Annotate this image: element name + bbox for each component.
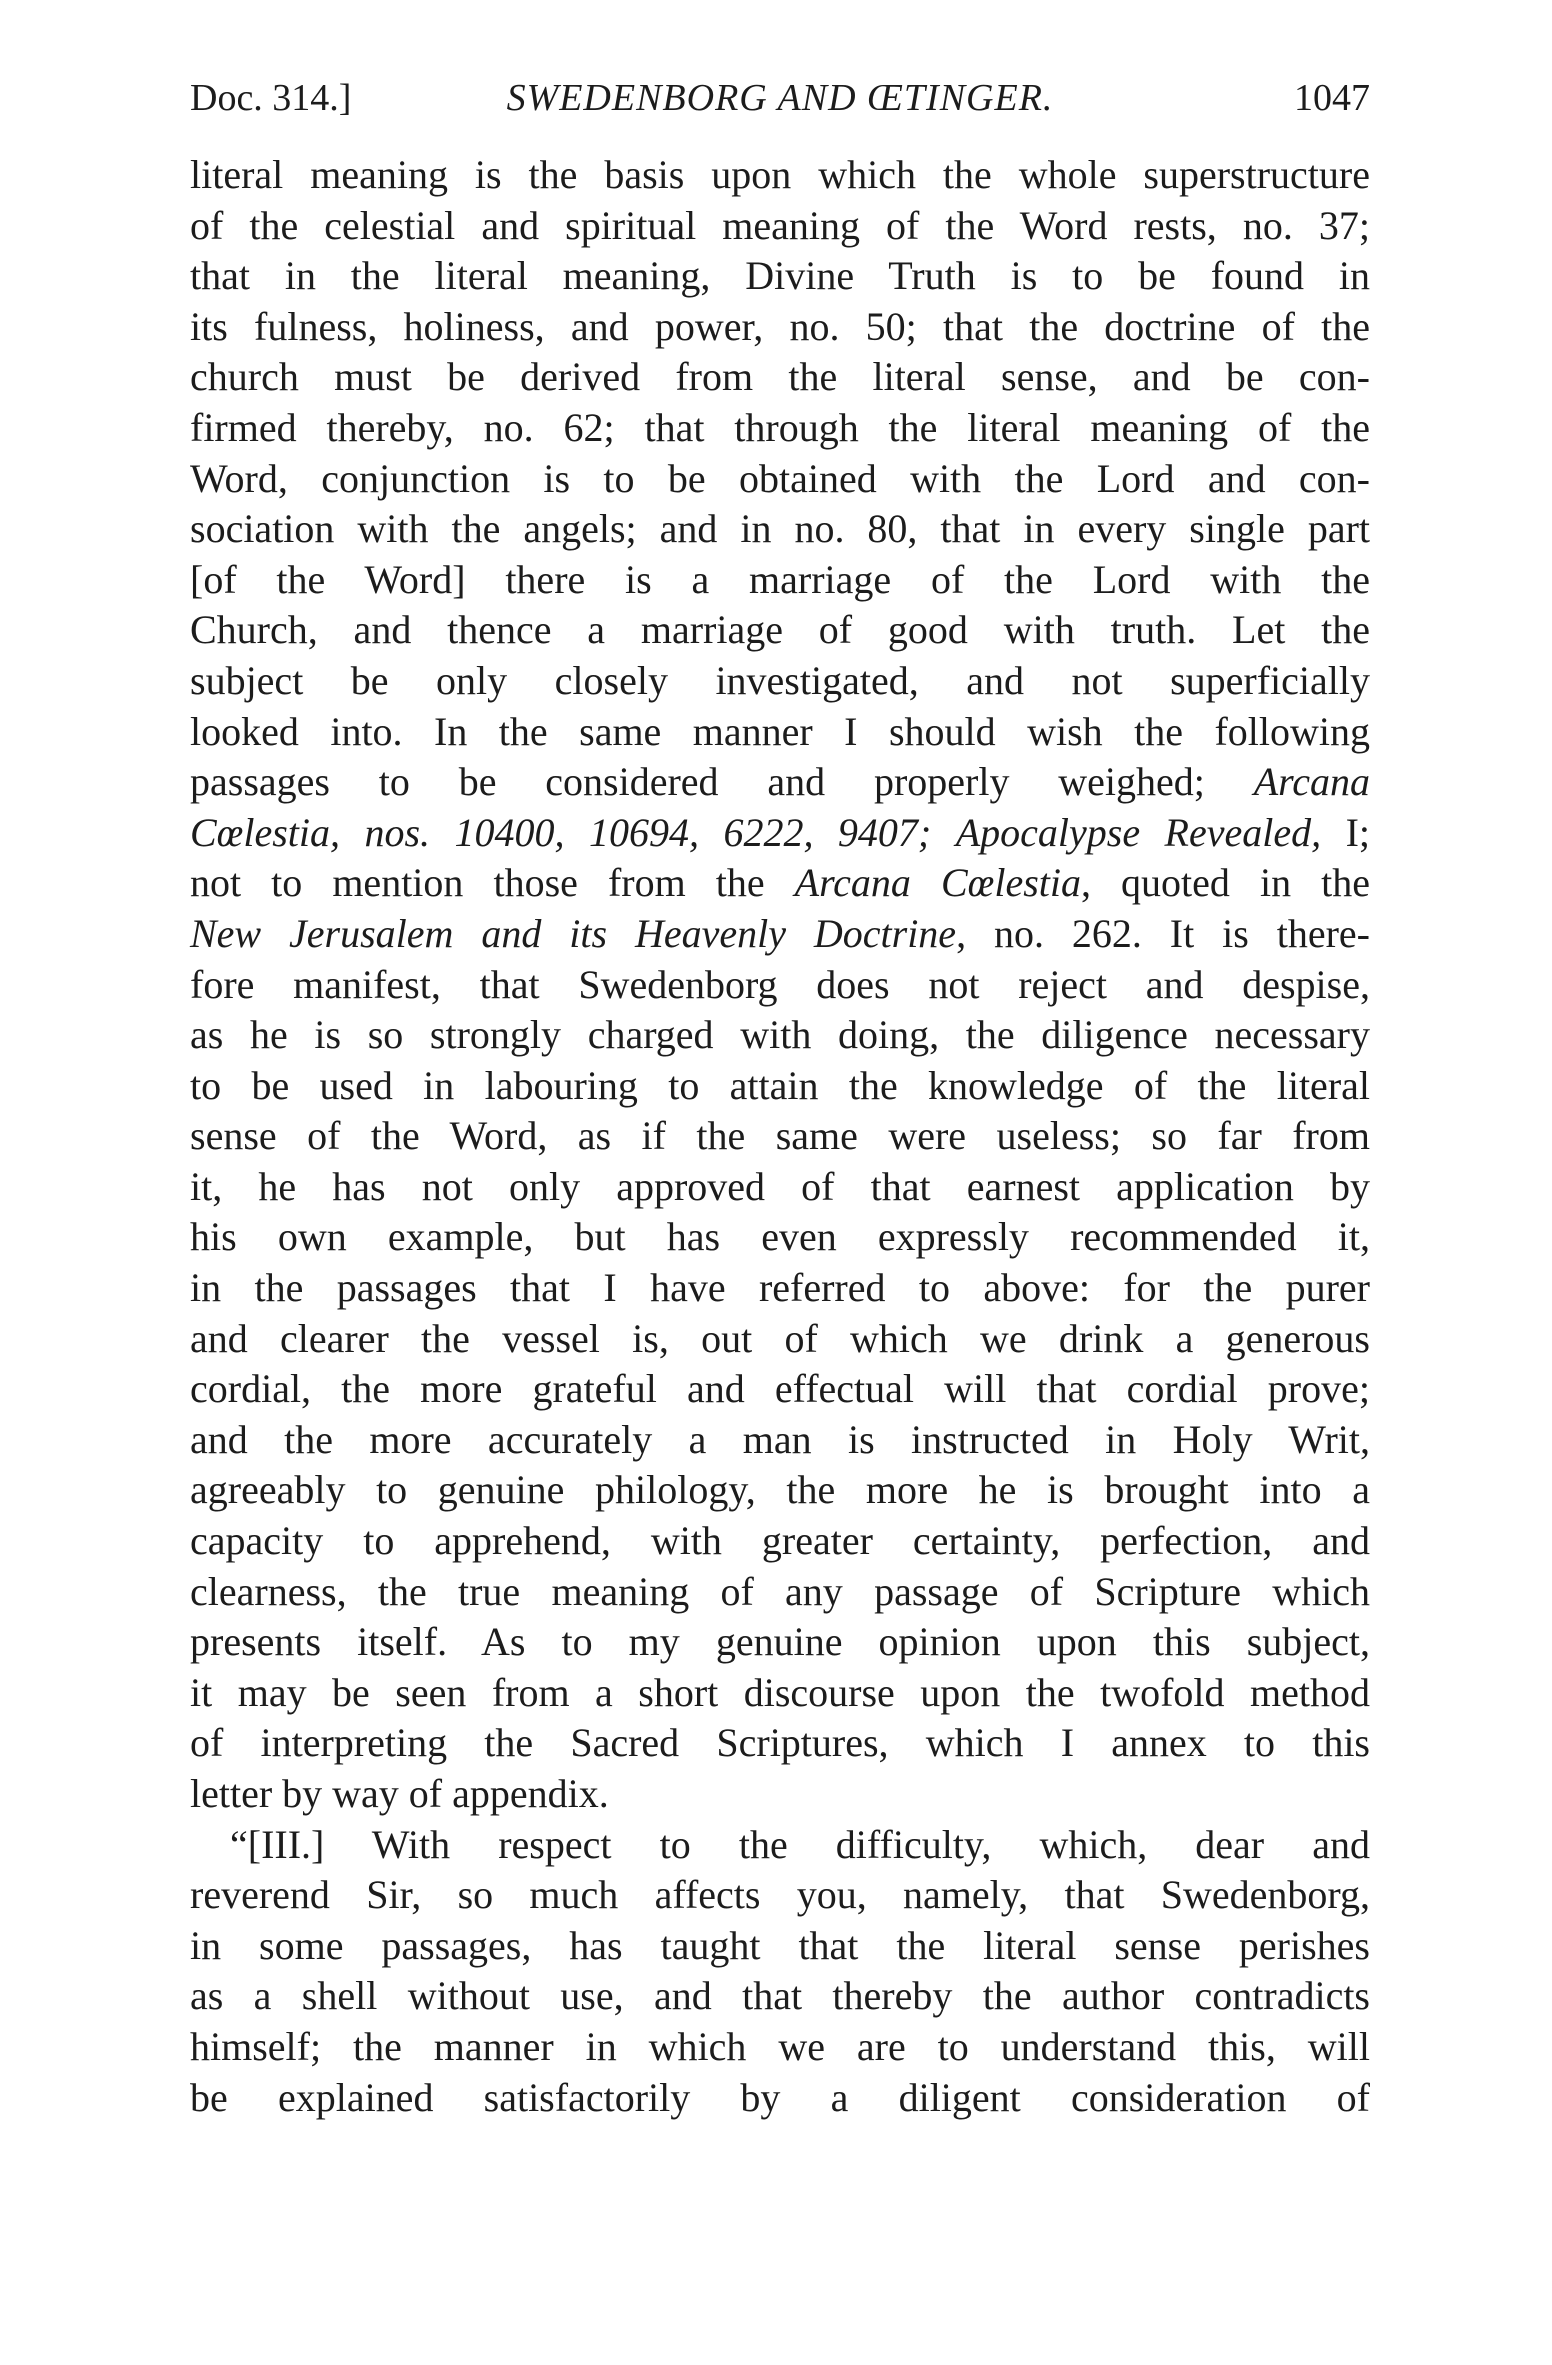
text-line: sense of the Word, as if the same were useless; so far from bbox=[190, 1113, 1370, 1159]
citation-apocalypse-number: I; bbox=[1321, 809, 1371, 855]
text-line: literal meaning is the basis upon which the whole superstructure bbox=[190, 152, 1370, 197]
text-line: it may be seen from a short discourse upon the twofold method bbox=[190, 1669, 1370, 1715]
text-line: in the passages that I have referred to above: for the purer bbox=[190, 1265, 1370, 1311]
text-line: cordial, the more grateful and effectual will that cordial prove; bbox=[190, 1366, 1370, 1412]
text-line: [of the Word] there is a marriage of the Lord with the bbox=[190, 556, 1370, 602]
text-line-with-citation bbox=[190, 757, 1370, 808]
document-number: Doc. 314.] bbox=[190, 77, 352, 119]
text-line: fore manifest, that Swedenborg does not reject and despise, bbox=[190, 961, 1370, 1007]
page-number: 1047 bbox=[1294, 77, 1370, 119]
text-line: and clearer the vessel is, out of which we drink a generous bbox=[190, 1315, 1370, 1361]
running-head bbox=[190, 68, 1370, 128]
text-line: of the celestial and spiritual meaning of the Word rests, no. 37; bbox=[190, 202, 1370, 248]
citation-coelestia: Cœlestia, nos. 10400, 10694, 6222, 9407; bbox=[190, 809, 932, 855]
text-line: his own example, but has even expressly recommended it, bbox=[190, 1214, 1370, 1260]
text-line: himself; the manner in which we are to understand this, will bbox=[190, 2023, 1370, 2069]
citation-arcana-coelestia: Arcana Cœlestia bbox=[794, 860, 1081, 906]
text-line: sociation with the angels; and in no. 80, that in every single part bbox=[190, 506, 1370, 552]
text-line: clearness, the true meaning of any passage of Scripture which bbox=[190, 1568, 1370, 1614]
text-line: its fulness, holiness, and power, no. 50; that the doctrine of the bbox=[190, 303, 1370, 349]
line-text: passages to be considered and properly weighed; bbox=[190, 759, 1205, 805]
text-line: as he is so strongly charged with doing, the diligence necessary bbox=[190, 1012, 1370, 1058]
text-line: that in the literal meaning, Divine Truth is to be found in bbox=[190, 253, 1370, 299]
body-text bbox=[190, 150, 1370, 2123]
citation-new-jerusalem: New Jerusalem and its Heavenly Doctrine bbox=[190, 910, 957, 956]
line-text: not to mention those from the bbox=[190, 860, 765, 906]
text-line-paragraph-start: “[III.] With respect to the difficulty, which, dear and bbox=[230, 1821, 1370, 1867]
line-text: no. 262. It is there- bbox=[993, 910, 1371, 956]
text-line-with-citation bbox=[190, 808, 1370, 859]
text-line: subject be only closely investigated, and not superficially bbox=[190, 657, 1370, 703]
text-line: of interpreting the Sacred Scriptures, which I annex to this bbox=[190, 1720, 1370, 1766]
text-line: it, he has not only approved of that earnest application by bbox=[190, 1163, 1370, 1209]
text-line: presents itself. As to my genuine opinion upon this subject, bbox=[190, 1619, 1370, 1665]
text-line: as a shell without use, and that thereby the author contradicts bbox=[190, 1973, 1370, 2019]
line-text: , quoted in the bbox=[1081, 860, 1370, 906]
text-line-paragraph-end: letter by way of appendix. bbox=[190, 1771, 609, 1816]
text-line: and the more accurately a man is instructed in Holy Writ, bbox=[190, 1416, 1370, 1462]
text-line: capacity to apprehend, with greater certainty, perfection, and bbox=[190, 1518, 1370, 1564]
text-line: Church, and thence a marriage of good with truth. Let the bbox=[190, 607, 1370, 653]
citation-apocalypse: Apocalypse Revealed, bbox=[955, 809, 1322, 855]
text-line-with-citation bbox=[190, 858, 1370, 909]
citation-arcana: Arcana bbox=[1253, 759, 1370, 805]
text-line: Word, conjunction is to be obtained with the Lord and con- bbox=[190, 455, 1370, 501]
text-line: firmed thereby, no. 62; that through the literal meaning of the bbox=[190, 404, 1370, 450]
running-title: SWEDENBORG AND ŒTINGER. bbox=[506, 77, 1054, 119]
text-line: church must be derived from the literal sense, and be con- bbox=[190, 354, 1370, 400]
text-line-with-citation bbox=[190, 909, 1370, 960]
text-line: reverend Sir, so much affects you, namely, that Swedenborg, bbox=[190, 1872, 1370, 1918]
text-line: be explained satisfactorily by a diligent consideration of bbox=[190, 2074, 1370, 2120]
text-line: in some passages, has taught that the literal sense perishes bbox=[190, 1922, 1370, 1968]
text-line: to be used in labouring to attain the knowledge of the literal bbox=[190, 1062, 1370, 1108]
punctuation: , bbox=[956, 910, 967, 956]
text-line: agreeably to genuine philology, the more he is brought into a bbox=[190, 1467, 1370, 1513]
text-line: looked into. In the same manner I should wish the following bbox=[190, 708, 1370, 754]
